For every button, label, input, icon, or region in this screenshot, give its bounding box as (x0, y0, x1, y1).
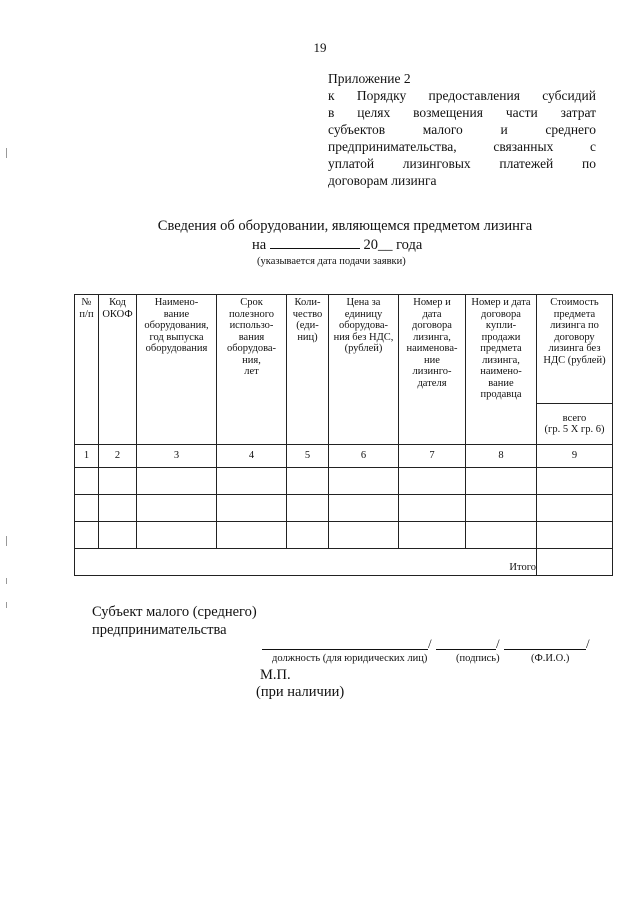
table-row (75, 522, 613, 549)
table-cell (99, 522, 137, 549)
name-line (504, 649, 586, 650)
subject-line: предпринимательства (92, 622, 227, 638)
total-label: Итого (75, 549, 537, 576)
column-number: 1 (75, 445, 99, 468)
table-cell (329, 522, 399, 549)
table-cell (99, 495, 137, 522)
table-cell (466, 522, 537, 549)
table-cell (75, 522, 99, 549)
signature-line (436, 649, 496, 650)
header-cell: Цена за единицу оборудова- ния без НДС, (рублей) (329, 295, 399, 445)
table-row (75, 495, 613, 522)
column-number: 2 (99, 445, 137, 468)
stamp-label: М.П. (260, 667, 291, 683)
table-cell (329, 468, 399, 495)
table-cell (217, 468, 287, 495)
table-cell (537, 495, 613, 522)
document-title: Сведения об оборудовании, являющемся предметом лизинга (157, 218, 533, 234)
column-number: 7 (399, 445, 466, 468)
subject-label (92, 603, 257, 639)
appendix-line: Приложение 2 (328, 71, 411, 86)
column-number: 3 (137, 445, 217, 468)
column-number: 9 (537, 445, 613, 468)
date-blank (270, 236, 360, 249)
caption-signature: (подпись) (456, 653, 500, 664)
date-line (252, 236, 422, 254)
total-row (75, 549, 613, 576)
column-number: 5 (287, 445, 329, 468)
table-cell (399, 468, 466, 495)
table-cell (75, 468, 99, 495)
column-number: 6 (329, 445, 399, 468)
table-cell (99, 468, 137, 495)
margin-mark (6, 148, 7, 158)
table-cell (466, 495, 537, 522)
table-cell (399, 495, 466, 522)
column-number-row (75, 445, 613, 468)
caption-position: должность (для юридических лиц) (272, 653, 428, 664)
table-cell (217, 495, 287, 522)
margin-mark (6, 578, 7, 584)
margin-mark (6, 536, 7, 546)
header-cell: Номер и дата договора купли- продажи предмета лизинга, наимено- вание продавца (466, 295, 537, 445)
table-cell (217, 522, 287, 549)
column-number: 4 (217, 445, 287, 468)
table-cell (137, 522, 217, 549)
header-cell: Коли- чество (еди- ниц) (287, 295, 329, 445)
header-cell: Срок полезного использо- вания оборудова- ния, лет (217, 295, 287, 445)
column-number: 8 (466, 445, 537, 468)
caption-name: (Ф.И.О.) (531, 653, 570, 664)
table-cell (287, 522, 329, 549)
margin-mark (6, 602, 7, 608)
appendix-line: предпринимательства, связанных с (328, 139, 596, 154)
table-cell (75, 495, 99, 522)
subheader-cell: всего (гр. 5 Х гр. 6) (537, 404, 613, 445)
table-cell (537, 468, 613, 495)
position-line (262, 649, 428, 650)
appendix-line: к Порядку предоставления субсидий (328, 88, 596, 103)
table-cell (287, 468, 329, 495)
appendix-block (328, 70, 596, 189)
separator-slash: / (428, 636, 432, 651)
table-cell (137, 495, 217, 522)
date-prefix: на (252, 237, 267, 253)
table-cell (287, 495, 329, 522)
table-cell (466, 468, 537, 495)
header-cell: Наимено- вание оборудования, год выпуска оборудования (137, 295, 217, 445)
equipment-table (74, 294, 613, 576)
appendix-line: в целях возмещения части затрат (328, 105, 596, 120)
header-cell: Стоимость предмета лизинга по договору лизинга без НДС (рублей) (537, 295, 613, 404)
appendix-line: уплатой лизинговых платежей по (328, 156, 596, 171)
table-cell (329, 495, 399, 522)
header-cell: № п/п (75, 295, 99, 445)
header-cell: Номер и дата договора лизинга, наименова- ние лизинго- дателя (399, 295, 466, 445)
subject-line: Субъект малого (среднего) (92, 604, 257, 620)
appendix-line: субъектов малого и среднего (328, 122, 596, 137)
date-note: (указывается дата подачи заявки) (257, 256, 406, 267)
table-cell (137, 468, 217, 495)
table-row (75, 468, 613, 495)
date-year: 20__ года (363, 237, 423, 253)
separator-slash: / (586, 636, 590, 651)
table-cell (399, 522, 466, 549)
total-value-cell (537, 549, 613, 576)
stamp-note: (при наличии) (256, 684, 345, 700)
page-number: 19 (313, 40, 327, 55)
header-cell: Код ОКОФ (99, 295, 137, 445)
table-cell (537, 522, 613, 549)
appendix-line: договорам лизинга (328, 173, 437, 188)
header-row (75, 295, 613, 404)
separator-slash: / (496, 636, 500, 651)
